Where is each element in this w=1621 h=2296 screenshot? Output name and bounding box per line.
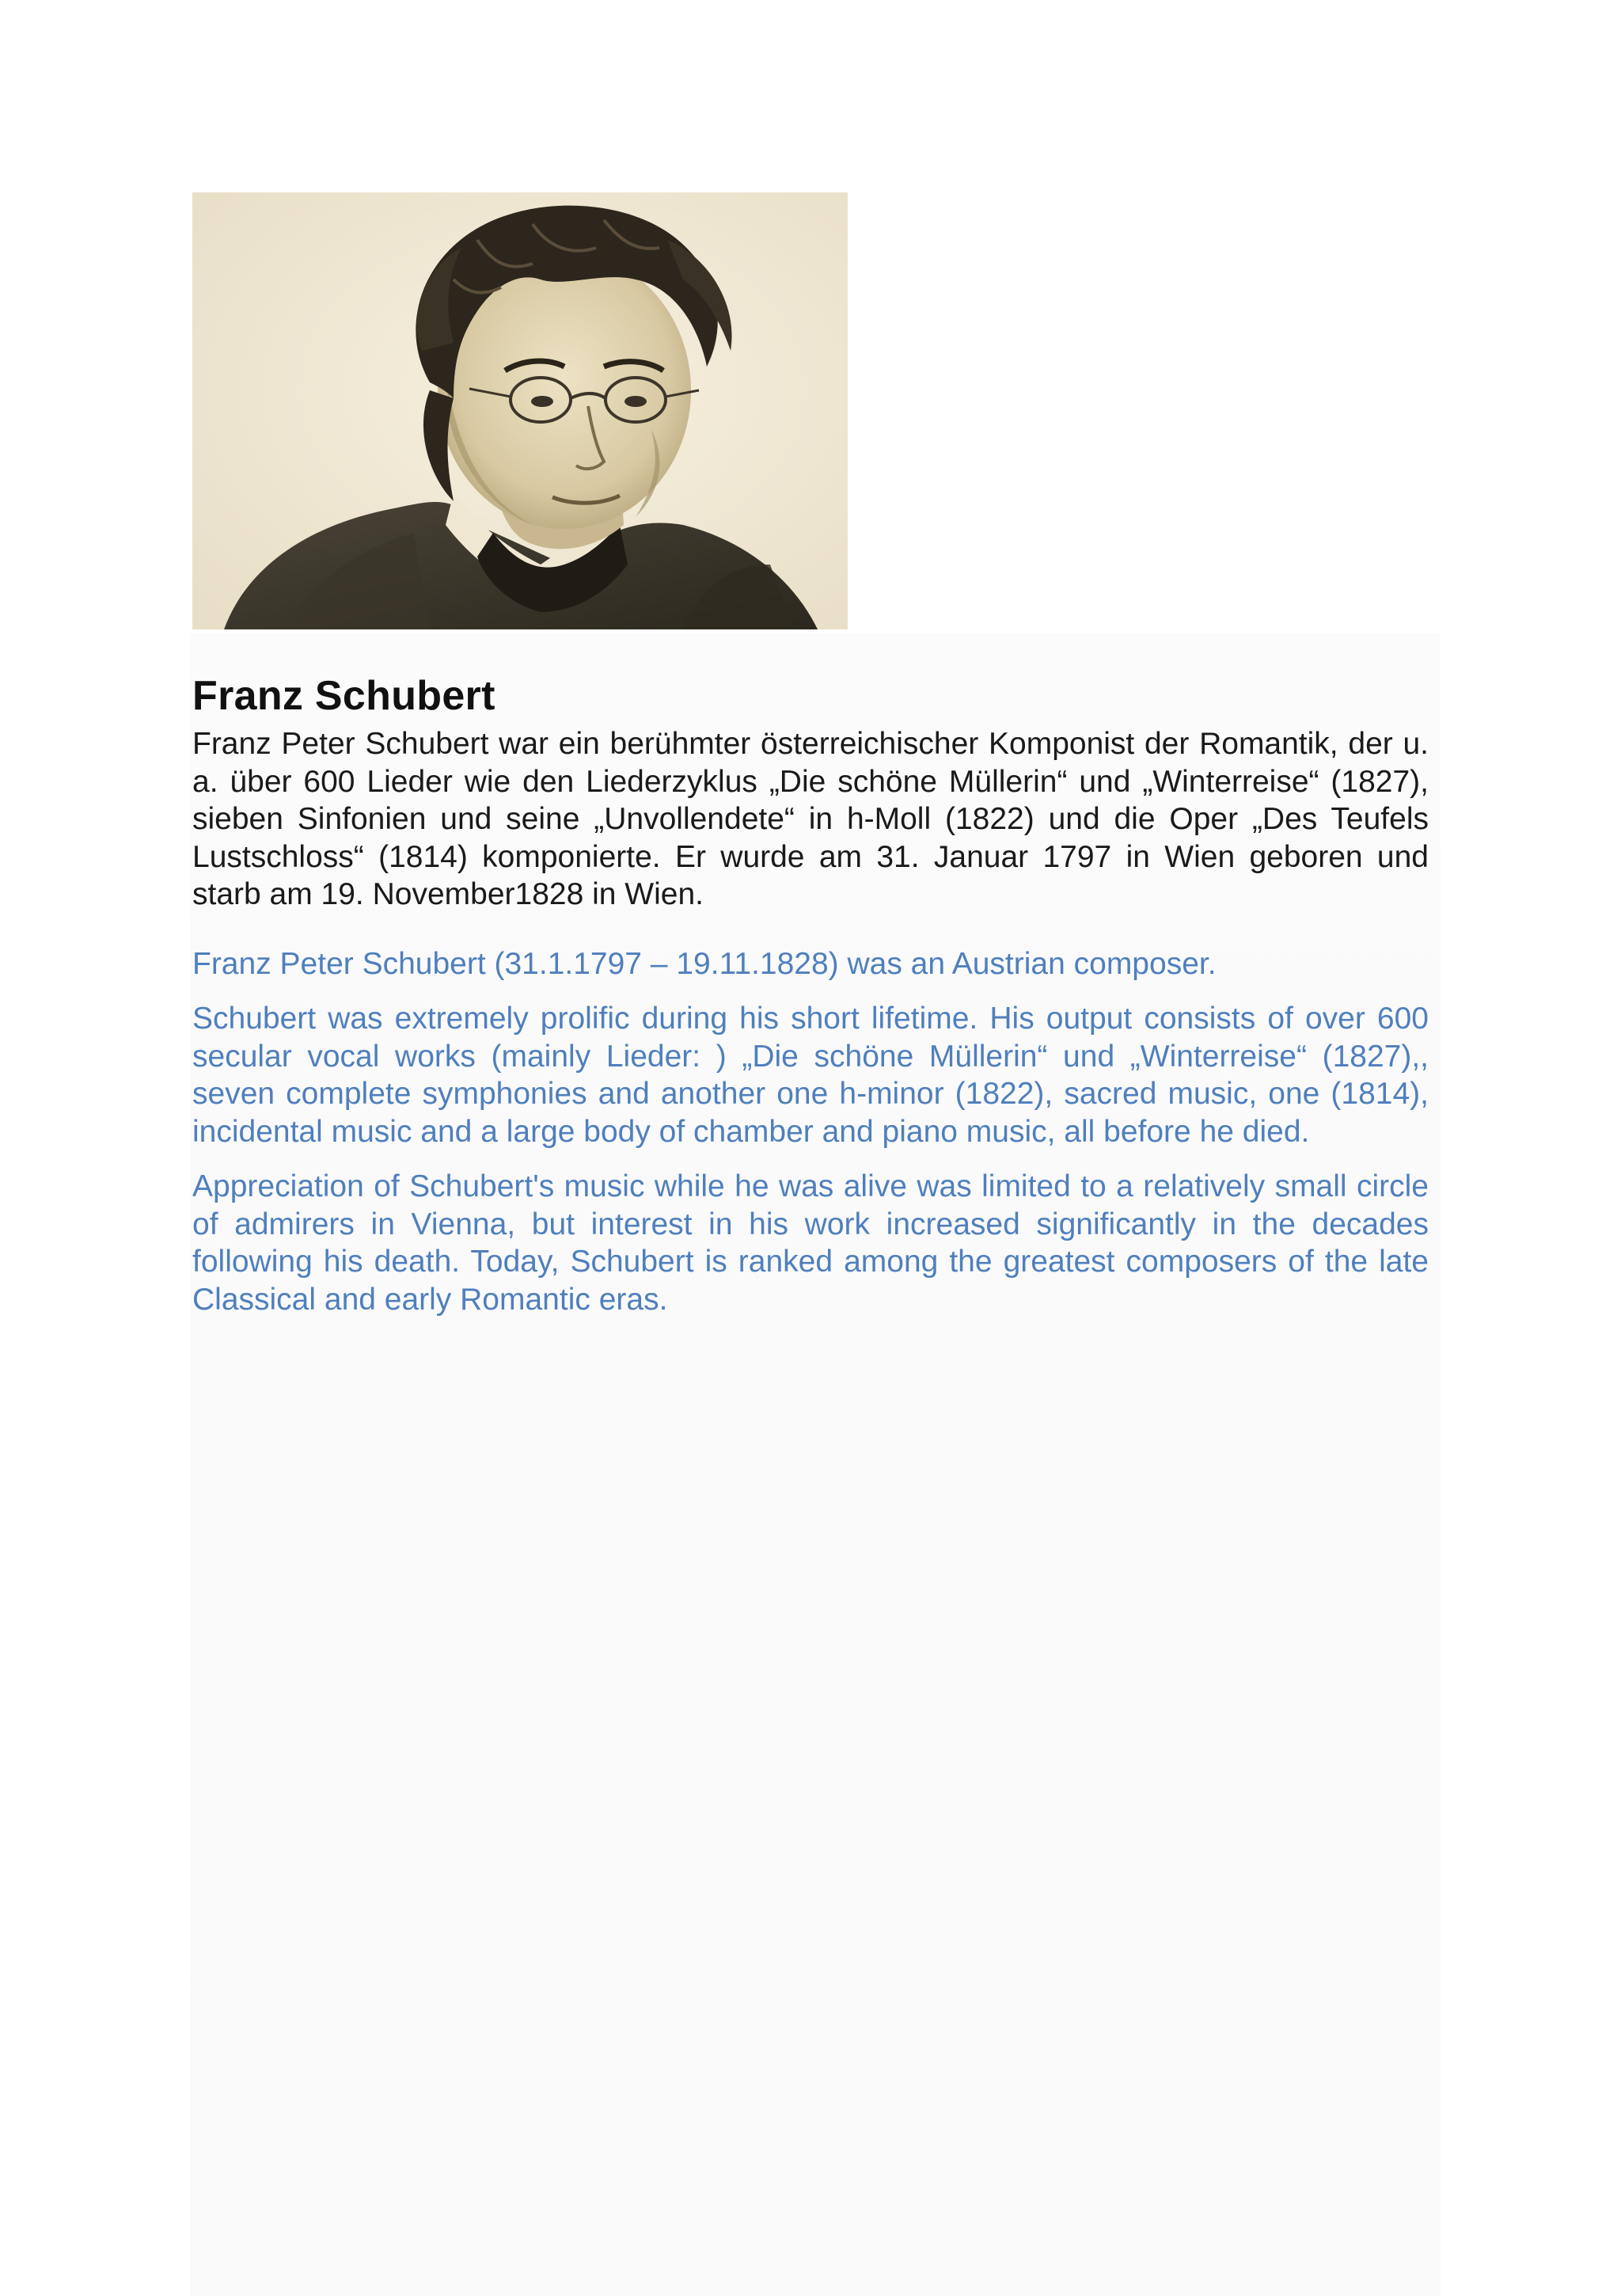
german-paragraph: Franz Peter Schubert war ein berühmter österreichischer Komponist der Romantik, der u. a. über 600 Lieder wie den Liederzyklus „Die schöne Müllerin“ und „Winterreise“ (1827), sieben Sinfonien und seine „Unvollendete“ in h-Moll (1822) und die Oper „Des Teufels Lustschloss“ (1814) komponierte. Er wurde am 31. Januar 1797 in Wien geboren und starb am 19. November1828 in Wien. [192,727,1429,911]
page-title: Franz Schubert [192,673,495,719]
english-paragraph-works: Schubert was extremely prolific during his short lifetime. His output consists of over 600 secular vocal works (mainly Lieder: ) „Die schöne Müllerin“ und „Winterreise“ (1827),, seven complete symphonies and another one h-minor (1822), sacred music, one (1814), incidental music and a large body of chamber and piano music, all before he died. [192,1002,1429,1149]
english-paragraph-legacy: Appreciation of Schubert's music while he was alive was limited to a relatively small circle of admirers in Vienna, but interest in his work increased significantly in the decades following his death. Today, Schubert is ranked among the greatest composers of the late Classical and early Romantic eras. [192,1169,1429,1317]
article [192,671,1429,1318]
portrait-engraving [192,192,848,629]
portrait-image [192,192,848,629]
english-paragraph-intro: Franz Peter Schubert (31.1.1797 – 19.11.1828) was an Austrian composer. [192,946,1217,981]
